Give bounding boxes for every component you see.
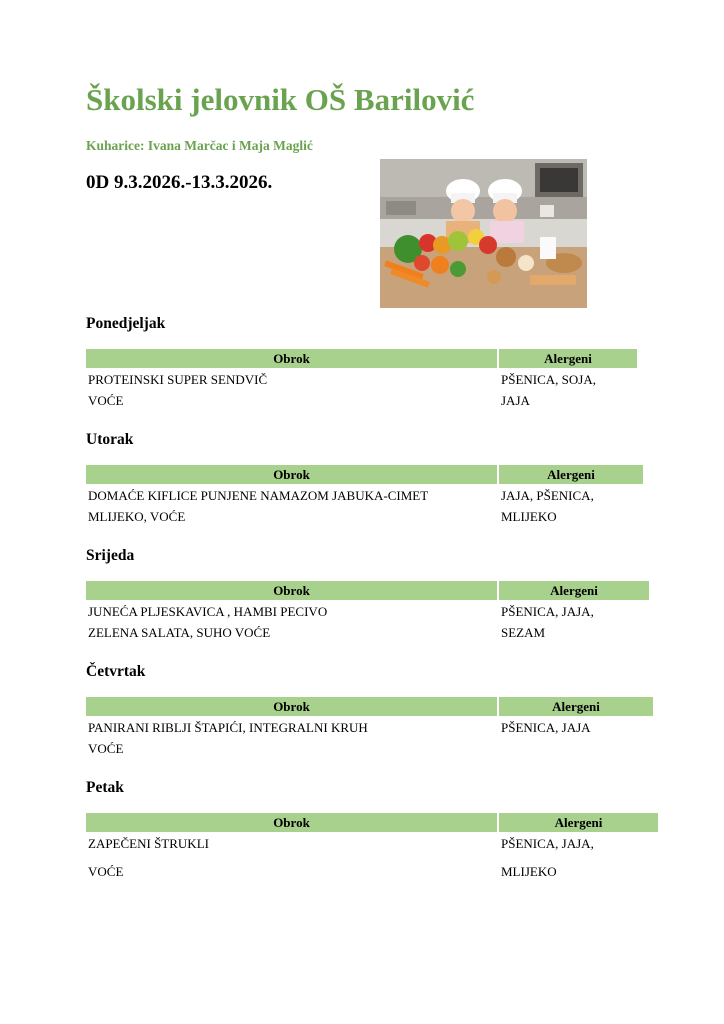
allergen-line: SEZAM xyxy=(501,625,546,640)
day-name: Ponedjeljak xyxy=(86,315,166,332)
day-name: Utorak xyxy=(86,431,134,448)
meal-cell xyxy=(88,485,488,527)
allergens-cell xyxy=(501,369,631,411)
meal-line: PROTEINSKI SUPER SENDVIČ xyxy=(88,372,268,387)
cooks-line: Kuharice: Ivana Marčac i Maja Maglić xyxy=(86,138,313,153)
meal-column-header: Obrok xyxy=(86,465,497,484)
meal-column-header: Obrok xyxy=(86,813,497,832)
meal-line: ZELENA SALATA, SUHO VOĆE xyxy=(88,625,271,640)
table-header xyxy=(86,697,653,716)
meal-line: VOĆE xyxy=(88,741,124,756)
allergen-line: MLIJEKO xyxy=(501,509,557,524)
day-name: Petak xyxy=(86,779,124,796)
meal-cell xyxy=(88,601,488,643)
meal-line: MLIJEKO, VOĆE xyxy=(88,509,186,524)
allergens-cell xyxy=(501,830,631,886)
meal-column-header: Obrok xyxy=(86,349,497,368)
page-title: Školski jelovnik OŠ Barilović xyxy=(86,82,475,117)
allergen-line: PŠENICA, JAJA, xyxy=(501,604,594,619)
allergens-column-header: Alergeni xyxy=(499,697,653,716)
day-name: Četvrtak xyxy=(86,663,146,680)
table-header xyxy=(86,349,637,368)
day-name: Srijeda xyxy=(86,547,135,564)
day-section-tuesday xyxy=(86,430,643,524)
meal-cell xyxy=(88,369,488,411)
table-header xyxy=(86,465,643,484)
day-section-monday xyxy=(86,314,637,408)
meal-line: PANIRANI RIBLJI ŠTAPIĆI, INTEGRALNI KRUH xyxy=(88,720,368,735)
date-range: 0D 9.3.2026.-13.3.2026. xyxy=(86,172,273,193)
day-section-friday xyxy=(86,778,658,879)
allergens-column-header: Alergeni xyxy=(499,813,658,832)
allergens-column-header: Alergeni xyxy=(499,465,643,484)
day-section-wednesday xyxy=(86,546,649,640)
allergens-cell xyxy=(501,485,631,527)
allergens-column-header: Alergeni xyxy=(499,349,637,368)
meal-line: JUNEĆA PLJESKAVICA , HAMBI PECIVO xyxy=(88,604,328,619)
allergen-line: MLIJEKO xyxy=(501,864,557,879)
allergen-line: PŠENICA, JAJA xyxy=(501,720,591,735)
meal-cell xyxy=(88,717,488,759)
allergens-cell xyxy=(501,717,631,738)
allergen-line: PŠENICA, JAJA, xyxy=(501,836,594,851)
table-header xyxy=(86,581,649,600)
meal-line: VOĆE xyxy=(88,393,124,408)
allergen-line: JAJA, PŠENICA, xyxy=(501,488,594,503)
meal-line: DOMAĆE KIFLICE PUNJENE NAMAZOM JABUKA-CIMET xyxy=(88,488,429,503)
meal-column-header: Obrok xyxy=(86,581,497,600)
allergen-line: PŠENICA, SOJA, xyxy=(501,372,596,387)
meal-cell xyxy=(88,830,488,886)
allergen-line: JAJA xyxy=(501,393,530,408)
meal-column-header: Obrok xyxy=(86,697,497,716)
allergens-column-header: Alergeni xyxy=(499,581,649,600)
allergens-cell xyxy=(501,601,631,643)
kids-chefs-food-photo xyxy=(380,159,587,308)
day-section-thursday xyxy=(86,662,653,756)
meal-line: VOĆE xyxy=(88,864,124,879)
meal-line: ZAPEČENI ŠTRUKLI xyxy=(88,836,209,851)
